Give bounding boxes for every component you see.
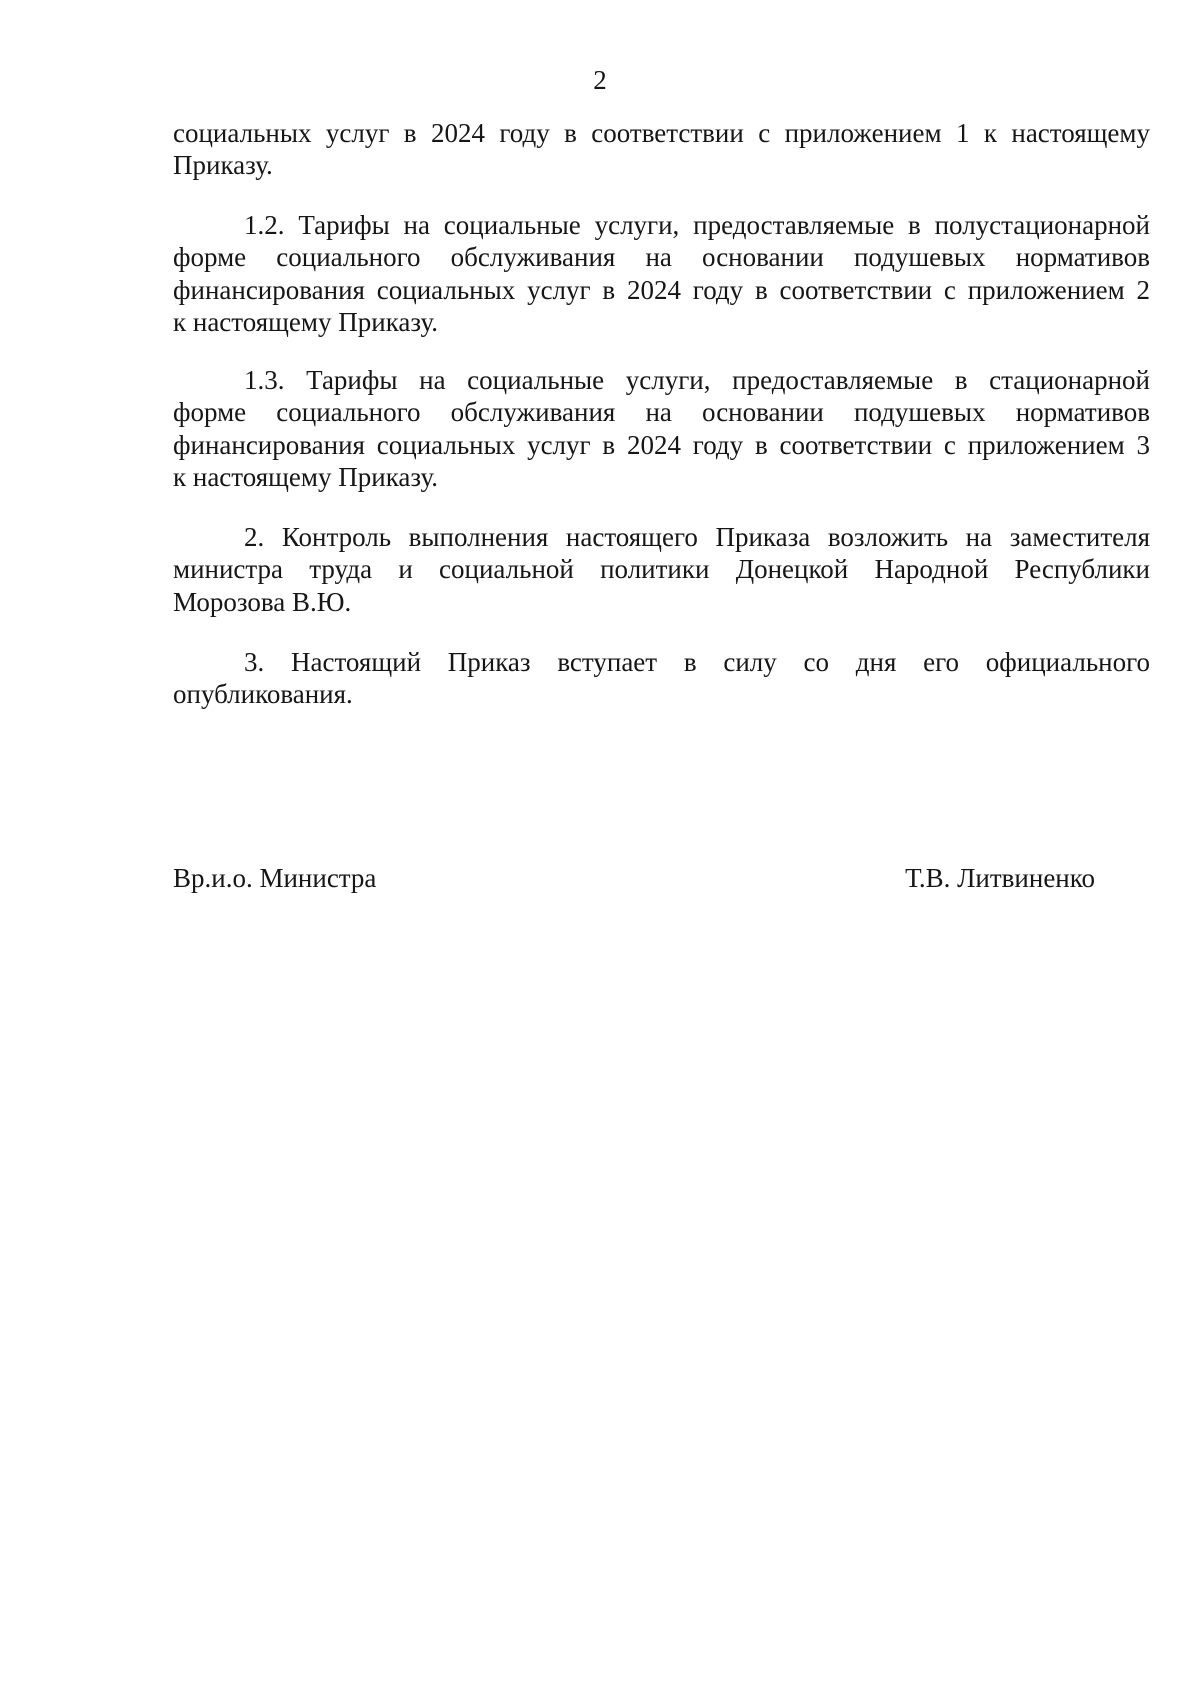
page-number: 2 [593, 65, 607, 95]
paragraph-1-2 [173, 209, 1150, 339]
paragraph-line: к настоящему Приказу. [173, 307, 439, 338]
signatory-name: Т.В. Литвиненко [905, 863, 1095, 893]
paragraph-line: 2. Контроль выполнения настоящего Приказа возложить на заместителя [244, 522, 1150, 552]
paragraph-line: министра труда и социальной политики Донецкой Народной Республики [173, 554, 1150, 585]
paragraph-line: 3. Настоящий Приказ вступает в силу со дня его официального [244, 647, 1150, 677]
paragraph-line: форме социального обслуживания на основании подушевых нормативов [173, 242, 1150, 273]
signature-block [173, 862, 1095, 894]
paragraph-continuation [173, 117, 1150, 182]
paragraph-1-3 [173, 364, 1150, 494]
signatory-title: Вр.и.о. Министра [173, 863, 377, 893]
paragraph-line: финансирования социальных услуг в 2024 году в соответствии с приложением 3 [173, 429, 1150, 460]
paragraph-line: форме социального обслуживания на основании подушевых нормативов [173, 397, 1150, 428]
paragraph-line: социальных услуг в 2024 году в соответствии с приложением 1 к настоящему [173, 118, 1150, 148]
paragraph-line: Приказу. [173, 150, 273, 181]
paragraph-2 [173, 521, 1150, 618]
paragraph-line: 1.3. Тарифы на социальные услуги, предоставляемые в стационарной [244, 365, 1150, 395]
paragraph-line: 1.2. Тарифы на социальные услуги, предоставляемые в полустационарной [244, 210, 1150, 240]
paragraph-line: финансирования социальных услуг в 2024 году в соответствии с приложением 2 [173, 274, 1150, 305]
paragraph-3 [173, 646, 1150, 711]
paragraph-line: опубликования. [173, 679, 353, 710]
paragraph-line: к настоящему Приказу. [173, 462, 439, 493]
paragraph-line: Морозова В.Ю. [173, 586, 352, 617]
